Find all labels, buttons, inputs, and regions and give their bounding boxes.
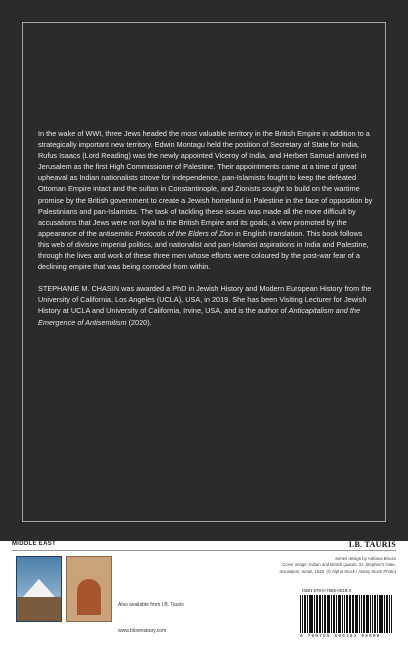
book-ground [17,597,61,621]
barcode [300,595,396,633]
barcode-bar [310,595,313,633]
blurb-summary-text-1: In the wake of WWI, three Jews headed the most valuable territory in the British Empire in addition to a strategically important new territory. Edwin Montagu held the position of Secretary of State for India, Rufus Isaacs (Lord Reading) was the newly appointed Viceroy of India, and Herbert Samuel arrived in Jerusalem as the first High Commissioner of Palestine. Their appointments came at a time of great upheaval as Indian nationalists strove for independence, pan-Islamists fought to keep the defeated Ottoman Empire intact and the sultan in Constantinople, and Zionists sought to build on the wartime promise by the British government to create a Jewish homeland in Palestine in the face of opposition by Palestinians and pan-Islamists. The task of tackling these issues was made all the more difficult by accusations that Jews were not loyal to the British Empire and its goals, a view promoted by the appearance of the antisemitic [38,129,373,238]
credit-line: Series design by Adriana Brioso [335,556,396,561]
barcode-bar [370,595,371,633]
website-link[interactable]: www.bloomsbury.com [118,628,167,634]
barcode-addon: 90000 [361,634,381,639]
barcode-bar [391,595,392,633]
subject-label: MIDDLE EAST [12,541,56,547]
blurb-text [38,128,374,339]
author-bio-italic: Anticapitalism and the Emergence of Antisemitism [38,306,361,327]
barcode-number [300,634,396,639]
credit-line: Cover image: Indian and British guards, St. Stephen's Gate, [282,562,396,568]
credit-line: Jerusalem, Israel, 1920. (© Alpha Stock / Alamy Stock Photo) [279,568,396,574]
also-available-text: Also available from I.B. Tauris [118,602,184,608]
author-bio-text-2: (2020). [126,317,152,327]
footer-divider [12,550,396,551]
barcode-bar [349,595,351,633]
publisher-logo: I.B. TAURIS [348,540,396,549]
barcode-bar [342,595,343,633]
barcode-bar [314,595,315,633]
related-book-thumbnail-2[interactable] [66,556,112,622]
barcode-bar [327,595,330,633]
barcode-digits: 9 780755 600183 [300,634,358,639]
blurb-paragraph-author [38,283,374,327]
isbn-label: ISBN 978-0-7556-0018-3 [302,588,352,593]
author-bio-text-1: STEPHANIE M. CHASIN was awarded a PhD in Jewish History and Modern European History from the University of California, Los Angeles (UCLA), USA, in 2019. She has been Visiting Lecturer for Jewish History at UCLA and University of California, Irvine, USA, and is the author of [38,284,372,316]
barcode-bar [300,595,301,633]
blurb-summary-text-2: in English translation. This book follows this web of divisive imperial politics, and nationalist and pan-Islamist aspirations in India and Palestine, through the lives and work of these three men whose efforts were coloured by the post-war fear of a declining empire that was being corroded from within. [38,228,369,272]
blurb-paragraph-summary [38,128,374,272]
barcode-bar [322,595,323,633]
arch-icon [77,579,101,615]
barcode-bar [384,595,385,633]
barcode-bar [379,595,382,633]
barcode-bar [355,595,358,633]
barcode-bar [377,595,378,633]
barcode-bar [307,595,308,633]
barcode-bar [336,595,337,633]
barcode-bar [363,595,365,633]
cover-credit [276,556,396,575]
mountain-icon [23,579,55,597]
blurb-summary-italic: Protocols of the Elders of Zion [135,228,234,238]
related-book-thumbnail-1[interactable] [16,556,62,622]
